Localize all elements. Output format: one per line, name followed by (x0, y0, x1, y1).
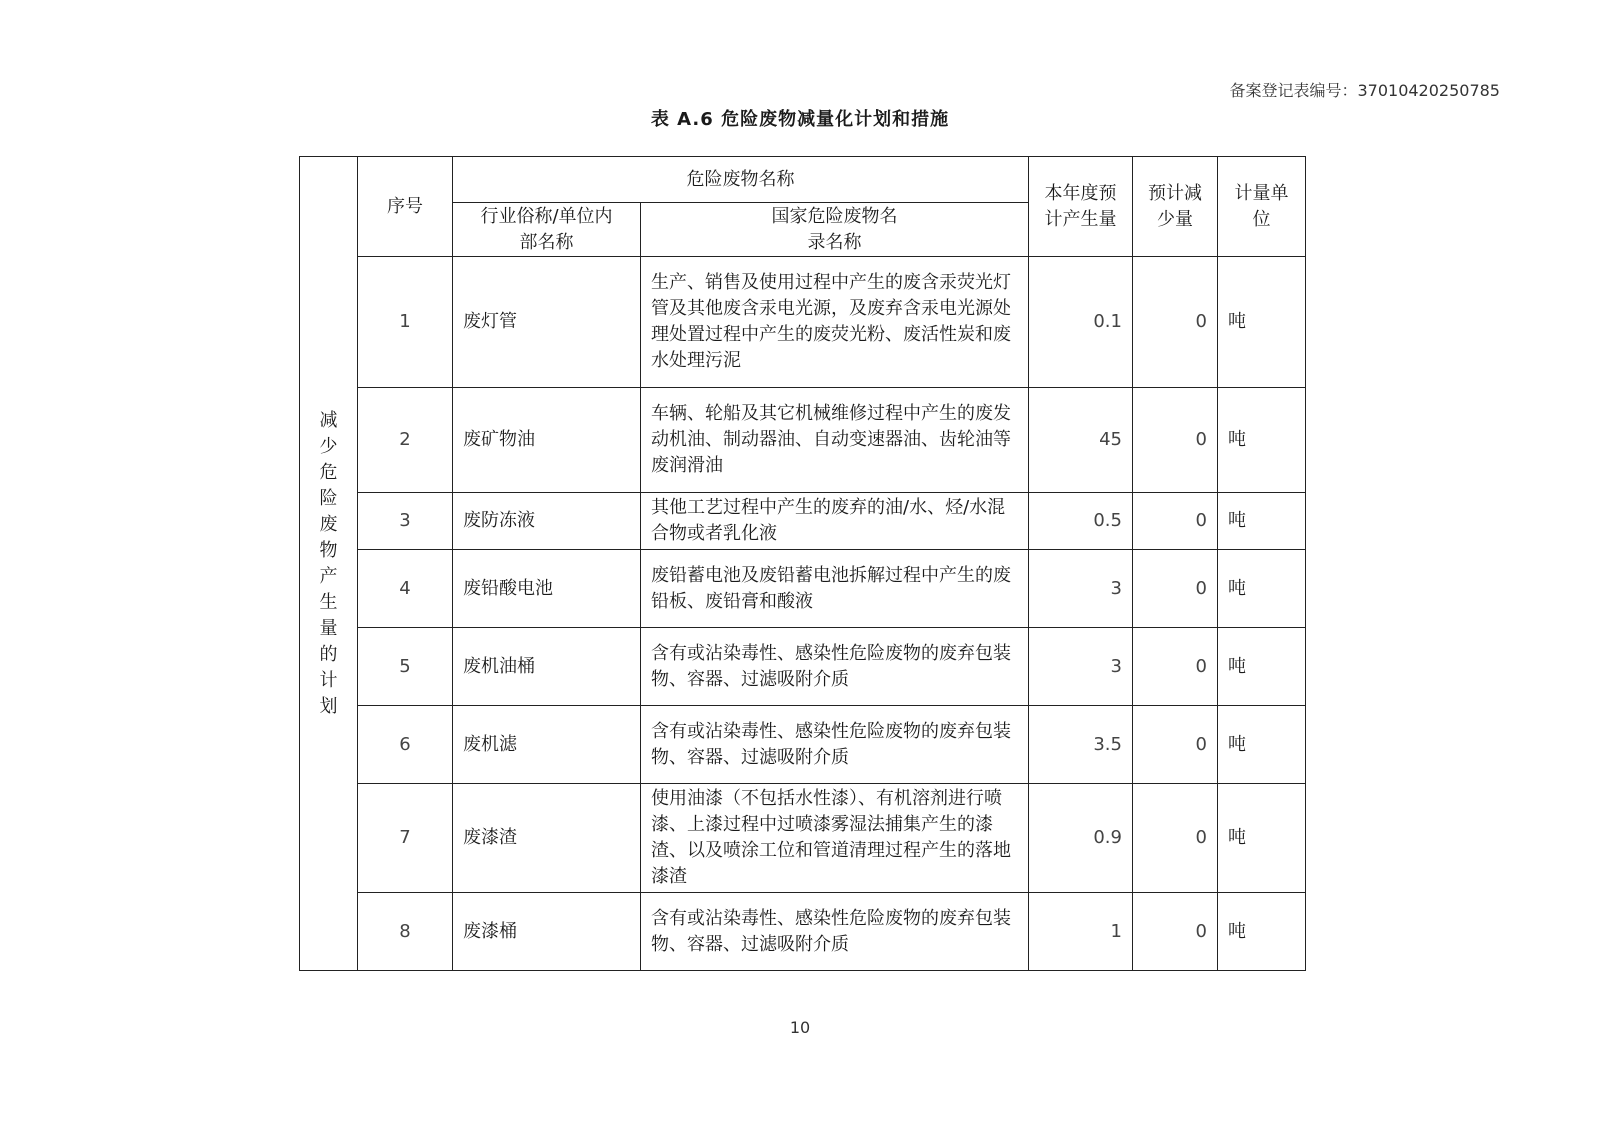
cell-industry-name: 废漆桶 (453, 893, 641, 971)
cell-seq: 5 (358, 628, 453, 706)
cell-unit: 吨 (1218, 388, 1306, 493)
cell-seq: 8 (358, 893, 453, 971)
cell-reduction: 0 (1133, 784, 1218, 893)
table-row (300, 493, 1306, 550)
cell-unit: 吨 (1218, 493, 1306, 550)
cell-annual-output: 0.5 (1029, 493, 1133, 550)
cell-seq: 3 (358, 493, 453, 550)
cell-national-name: 含有或沾染毒性、感染性危险废物的废弃包装 物、容器、过滤吸附介质 (641, 628, 1029, 706)
header-waste-name: 危险废物名称 (453, 157, 1029, 203)
cell-seq: 7 (358, 784, 453, 893)
header-national-name: 国家危险废物名录名称 (641, 203, 1029, 257)
table-row (300, 388, 1306, 493)
cell-unit: 吨 (1218, 628, 1306, 706)
cell-national-name: 车辆、轮船及其它机械维修过程中产生的废发动机油、制动器油、自动变速器油、齿轮油等 废润滑油 (641, 388, 1029, 493)
header-industry-name: 行业俗称/单位内部名称 (453, 203, 641, 257)
cell-seq: 4 (358, 550, 453, 628)
cell-industry-name: 废机油桶 (453, 628, 641, 706)
table-row (300, 706, 1306, 784)
page-title: 表 A.6 危险废物减量化计划和措施 (650, 109, 950, 130)
cell-reduction: 0 (1133, 628, 1218, 706)
cell-annual-output: 1 (1029, 893, 1133, 971)
page-number: 10 (789, 1018, 811, 1037)
cell-seq: 2 (358, 388, 453, 493)
cell-national-name: 其他工艺过程中产生的废弃的油/水、烃/水混合物或者乳化液 (641, 493, 1029, 550)
cell-seq: 1 (358, 257, 453, 388)
header-seq: 序号 (358, 157, 453, 257)
cell-reduction: 0 (1133, 893, 1218, 971)
cell-national-name: 废铅蓄电池及废铅蓄电池拆解过程中产生的废 铅板、废铅膏和酸液 (641, 550, 1029, 628)
side-label-cell (300, 157, 358, 971)
cell-industry-name: 废灯管 (453, 257, 641, 388)
cell-reduction: 0 (1133, 493, 1218, 550)
cell-unit: 吨 (1218, 784, 1306, 893)
header-annual-output: 本年度预计产生量 (1029, 157, 1133, 257)
cell-annual-output: 0.1 (1029, 257, 1133, 388)
hazardous-waste-table (299, 156, 1306, 971)
table-row (300, 893, 1306, 971)
registration-number: 备案登记表编号：37010420250785 (1229, 81, 1500, 100)
table-row (300, 550, 1306, 628)
table-row (300, 628, 1306, 706)
cell-national-name: 含有或沾染毒性、感染性危险废物的废弃包装 物、容器、过滤吸附介质 (641, 706, 1029, 784)
cell-reduction: 0 (1133, 550, 1218, 628)
cell-industry-name: 废防冻液 (453, 493, 641, 550)
cell-reduction: 0 (1133, 388, 1218, 493)
cell-national-name: 使用油漆（不包括水性漆）、有机溶剂进行喷漆、上漆过程中过喷漆雾湿法捕集产生的漆渣、以及喷涂工位和管道清理过程产生的落地漆渣 (641, 784, 1029, 893)
cell-annual-output: 3 (1029, 628, 1133, 706)
cell-unit: 吨 (1218, 550, 1306, 628)
header-unit: 计量单位 (1218, 157, 1306, 257)
table-row (300, 784, 1306, 893)
cell-annual-output: 0.9 (1029, 784, 1133, 893)
cell-industry-name: 废铅酸电池 (453, 550, 641, 628)
cell-industry-name: 废漆渣 (453, 784, 641, 893)
cell-unit: 吨 (1218, 893, 1306, 971)
table-row (300, 257, 1306, 388)
side-label: 减少危险废物产生量的计划 (319, 409, 338, 717)
cell-seq: 6 (358, 706, 453, 784)
cell-annual-output: 3 (1029, 550, 1133, 628)
cell-industry-name: 废矿物油 (453, 388, 641, 493)
cell-reduction: 0 (1133, 706, 1218, 784)
header-reduction: 预计减少量 (1133, 157, 1218, 257)
cell-unit: 吨 (1218, 706, 1306, 784)
cell-reduction: 0 (1133, 257, 1218, 388)
cell-annual-output: 45 (1029, 388, 1133, 493)
cell-annual-output: 3.5 (1029, 706, 1133, 784)
cell-national-name: 生产、销售及使用过程中产生的废含汞荧光灯管及其他废含汞电光源，及废弃含汞电光源处理处置过程中产生的废荧光粉、废活性炭和废 水处理污泥 (641, 257, 1029, 388)
cell-national-name: 含有或沾染毒性、感染性危险废物的废弃包装 物、容器、过滤吸附介质 (641, 893, 1029, 971)
cell-unit: 吨 (1218, 257, 1306, 388)
cell-industry-name: 废机滤 (453, 706, 641, 784)
